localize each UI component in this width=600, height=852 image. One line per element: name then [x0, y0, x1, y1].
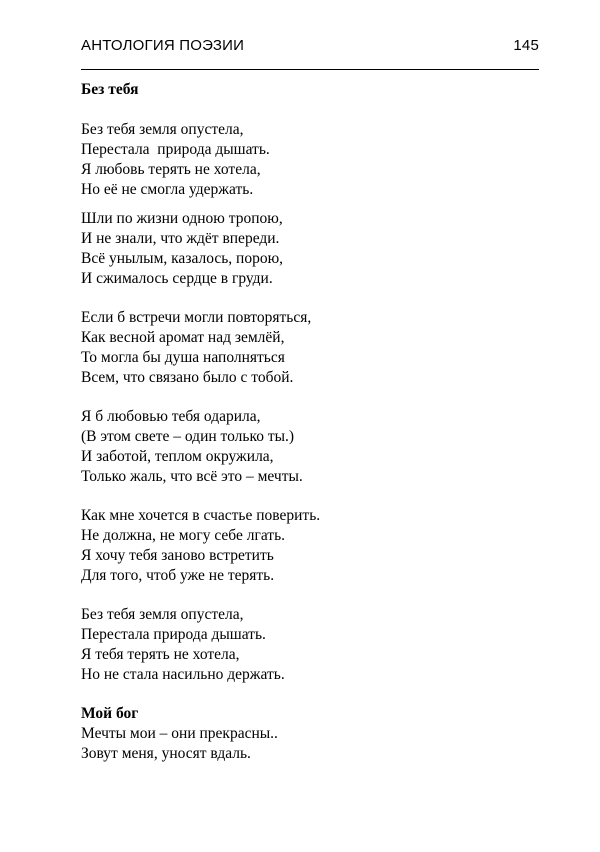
poem-line: И заботой, теплом окружила, — [81, 448, 274, 465]
page-content — [81, 80, 541, 764]
poem-line: И сжималось сердце в груди. — [81, 270, 273, 287]
stanza — [81, 120, 541, 200]
stanza — [81, 407, 541, 487]
poem-line: Зовут меня, уносят вдаль. — [81, 745, 251, 762]
poem-line: Перестала природа дышать. — [81, 141, 270, 158]
poem-line: Если б встречи могли повторяться, — [81, 309, 312, 326]
stanza — [81, 724, 541, 764]
poem-line: И не знали, что ждёт впереди. — [81, 230, 280, 247]
poem-line: Без тебя земля опустела, — [81, 606, 244, 623]
stanza — [81, 506, 541, 586]
poem-line: Для того, чтоб уже не терять. — [81, 567, 275, 584]
poem-line: Я тебя терять не хотела, — [81, 646, 240, 663]
poem-line: Всё унылым, казалось, порою, — [81, 250, 284, 267]
poem-line: Мечты мои – они прекрасны.. — [81, 725, 278, 742]
poem-line: Перестала природа дышать. — [81, 626, 266, 643]
header-divider — [81, 69, 539, 70]
poem-line: Только жаль, что всё это – мечты. — [81, 468, 303, 485]
poem-line: Как весной аромат над землёй, — [81, 329, 285, 346]
poem-line: Не должна, не могу себе лгать. — [81, 527, 286, 544]
poem-title: Мой бог — [81, 705, 139, 722]
stanza — [81, 209, 541, 289]
poem-line: Я б любовью тебя одарила, — [81, 408, 261, 425]
running-header — [81, 37, 539, 61]
poem-line: Но не стала насильно держать. — [81, 666, 285, 683]
page-number: 145 — [513, 37, 539, 54]
poem-line: Как мне хочется в счастье поверить. — [81, 507, 321, 524]
poem-line: (В этом свете – один только ты.) — [81, 428, 295, 445]
poem-line: Я любовь терять не хотела, — [81, 161, 261, 178]
poem-line: Без тебя земля опустела, — [81, 121, 244, 138]
stanza — [81, 308, 541, 388]
poem-line: Я хочу тебя заново встретить — [81, 547, 274, 564]
poem-line: То могла бы душа наполняться — [81, 349, 285, 366]
poem-line: Но её не смогла удержать. — [81, 181, 254, 198]
poem-line: Всем, что связано было с тобой. — [81, 369, 294, 386]
poem-title: Без тебя — [81, 81, 139, 98]
stanza — [81, 605, 541, 685]
poem-line: Шли по жизни одною тропою, — [81, 210, 283, 227]
book-title: АНТОЛОГИЯ ПОЭЗИИ — [81, 37, 245, 54]
